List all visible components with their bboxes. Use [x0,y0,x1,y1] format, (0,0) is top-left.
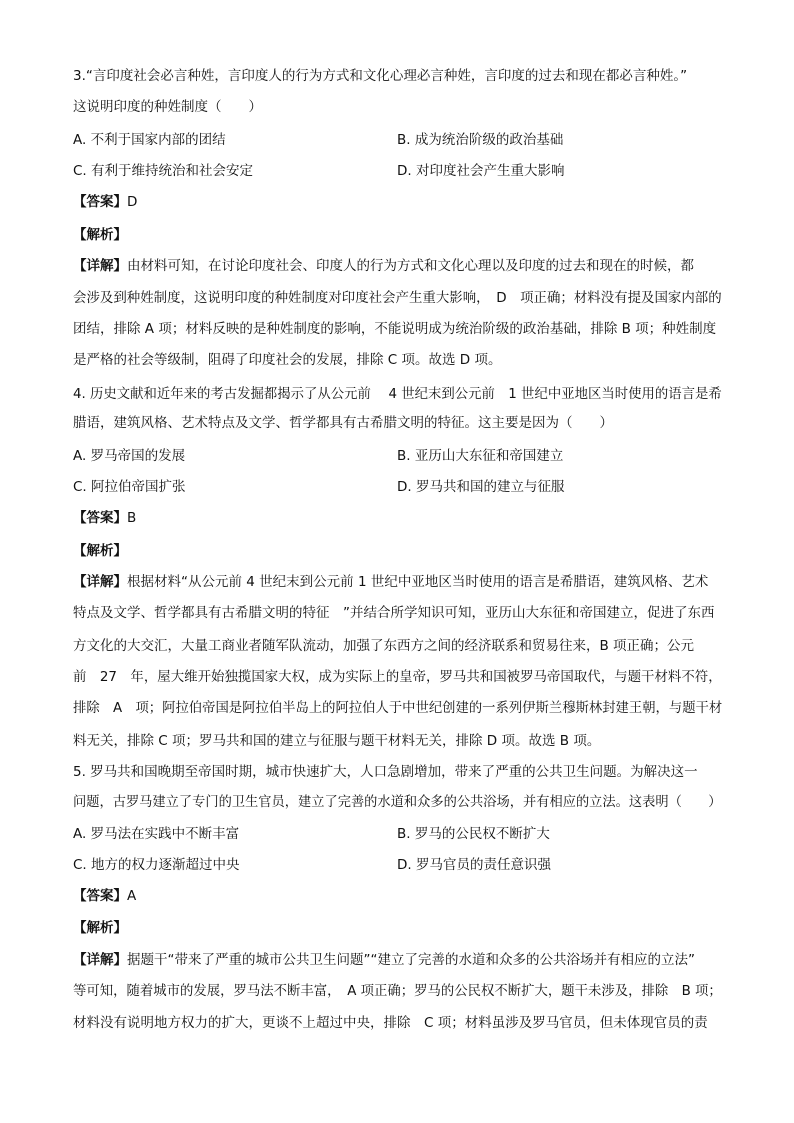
answer-value: A [127,888,137,904]
detail-tag: 【详解】 [73,952,127,968]
q5-option-b: B. 罗马的公民权不断扩大 [397,826,550,842]
q4-detail-line-3: 方文化的大交汇，大量工商业者随军队流动，加强了东西方之间的经济联系和贸易往来，B 项正确；公元 [73,638,695,654]
q3-detail-line-3: 团结，排除 A 项；材料反映的是种姓制度的影响，不能说明成为统治阶级的政治基础，排除 B 项；种姓制度 [73,321,717,337]
q4-option-d: D. 罗马共和国的建立与征服 [397,479,565,495]
q3-option-a: A. 不利于国家内部的团结 [73,132,226,148]
analysis-tag: 【解析】 [73,920,127,936]
q4-detail-line-6: 料无关，排除 C 项；罗马共和国的建立与征服与题干材料无关，排除 D 项。故选 B 项。 [73,733,601,749]
q5-detail-line-1 [73,950,695,970]
q5-detail-line-3: 材料没有说明地方权力的扩大，更谈不上超过中央，排除 C 项；材料虽涉及罗马官员，但未体现官员的责 [73,1015,708,1031]
q4-option-b: B. 亚历山大东征和帝国建立 [397,448,564,464]
q4-detail-line-2: 特点及文学、哲学都具有古希腊文明的特征 ”并结合所学知识可知，亚历山大东征和帝国建立，促进了东西 [73,605,715,621]
answer-tag: 【答案】 [73,194,127,210]
answer-value: B [127,510,137,526]
q4-detail-line-5: 排除 A 项；阿拉伯帝国是阿拉伯半岛上的阿拉伯人于中世纪创建的一系列伊斯兰穆斯林封建王朝，与题干材 [73,700,723,716]
q4-detail-line-4: 前 27 年，屋大维开始独揽国家大权，成为实际上的皇帝，罗马共和国被罗马帝国取代，与题干材料不符， [73,669,722,685]
q3-stem-line-1: 3.“言印度社会必言种姓，言印度人的行为方式和文化心理必言种姓，言印度的过去和现在都必言种姓。” [73,68,688,84]
q3-option-c: C. 有利于维持统治和社会安定 [73,163,254,179]
q5-option-d: D. 罗马官员的责任意识强 [397,857,551,873]
q3-detail-line-4: 是严格的社会等级制，阻碍了印度社会的发展，排除 C 项。故选 D 项。 [73,352,502,368]
q4-detail-line-1 [73,572,708,592]
q5-analysis-tag [73,918,127,938]
q3-detail-line-1 [73,256,694,276]
q4-analysis-tag [73,541,127,561]
q4-answer [73,508,136,528]
q5-stem-line-1: 5. 罗马共和国晚期至帝国时期，城市快速扩大，人口急剧增加，带来了严重的公共卫生问题。为解决这一 [73,764,698,780]
detail-text: 据题干“带来了严重的城市公共卫生问题”“建立了完善的水道和众多的公共浴场并有相应的立法” [127,952,695,968]
answer-tag: 【答案】 [73,888,127,904]
detail-tag: 【详解】 [73,258,127,274]
q3-stem-line-2: 这说明印度的种姓制度（ ） [73,99,262,115]
detail-tag: 【详解】 [73,574,127,590]
detail-text: 由材料可知，在讨论印度社会、印度人的行为方式和文化心理以及印度的过去和现在的时候，都 [127,258,694,274]
q3-detail-line-2: 会涉及到种姓制度，这说明印度的种姓制度对印度社会产生重大影响， D 项正确；材料没有提及国家内部的 [73,290,722,306]
analysis-tag: 【解析】 [73,227,127,243]
q5-detail-line-2: 等可知，随着城市的发展，罗马法不断丰富， A 项正确；罗马的公民权不断扩大，题干未涉及，排除 B 项； [73,983,722,999]
q3-answer [73,192,137,212]
q4-option-a: A. 罗马帝国的发展 [73,448,186,464]
analysis-tag: 【解析】 [73,543,127,559]
q3-option-b: B. 成为统治阶级的政治基础 [397,132,564,148]
q4-stem-line-1: 4. 历史文献和近年来的考古发掘都揭示了从公元前 4 世纪末到公元前 1 世纪中亚地区当时使用的语言是希 [73,386,722,402]
answer-tag: 【答案】 [73,510,127,526]
answer-value: D [127,194,138,210]
q3-option-d: D. 对印度社会产生重大影响 [397,163,565,179]
q4-option-c: C. 阿拉伯帝国扩张 [73,479,186,495]
q5-answer [73,886,136,906]
q5-option-a: A. 罗马法在实践中不断丰富 [73,826,240,842]
q4-stem-line-2: 腊语，建筑风格、艺术特点及文学、哲学都具有古希腊文明的特征。这主要是因为（ ） [73,415,613,431]
q5-stem-line-2: 问题，古罗马建立了专门的卫生官员，建立了完善的水道和众多的公共浴场，并有相应的立法。这表明（ ） [73,794,722,810]
detail-text: 根据材料“从公元前 4 世纪末到公元前 1 世纪中亚地区当时使用的语言是希腊语，建筑风格、艺术 [127,574,709,590]
q3-analysis-tag [73,225,127,245]
q5-option-c: C. 地方的权力逐渐超过中央 [73,857,240,873]
